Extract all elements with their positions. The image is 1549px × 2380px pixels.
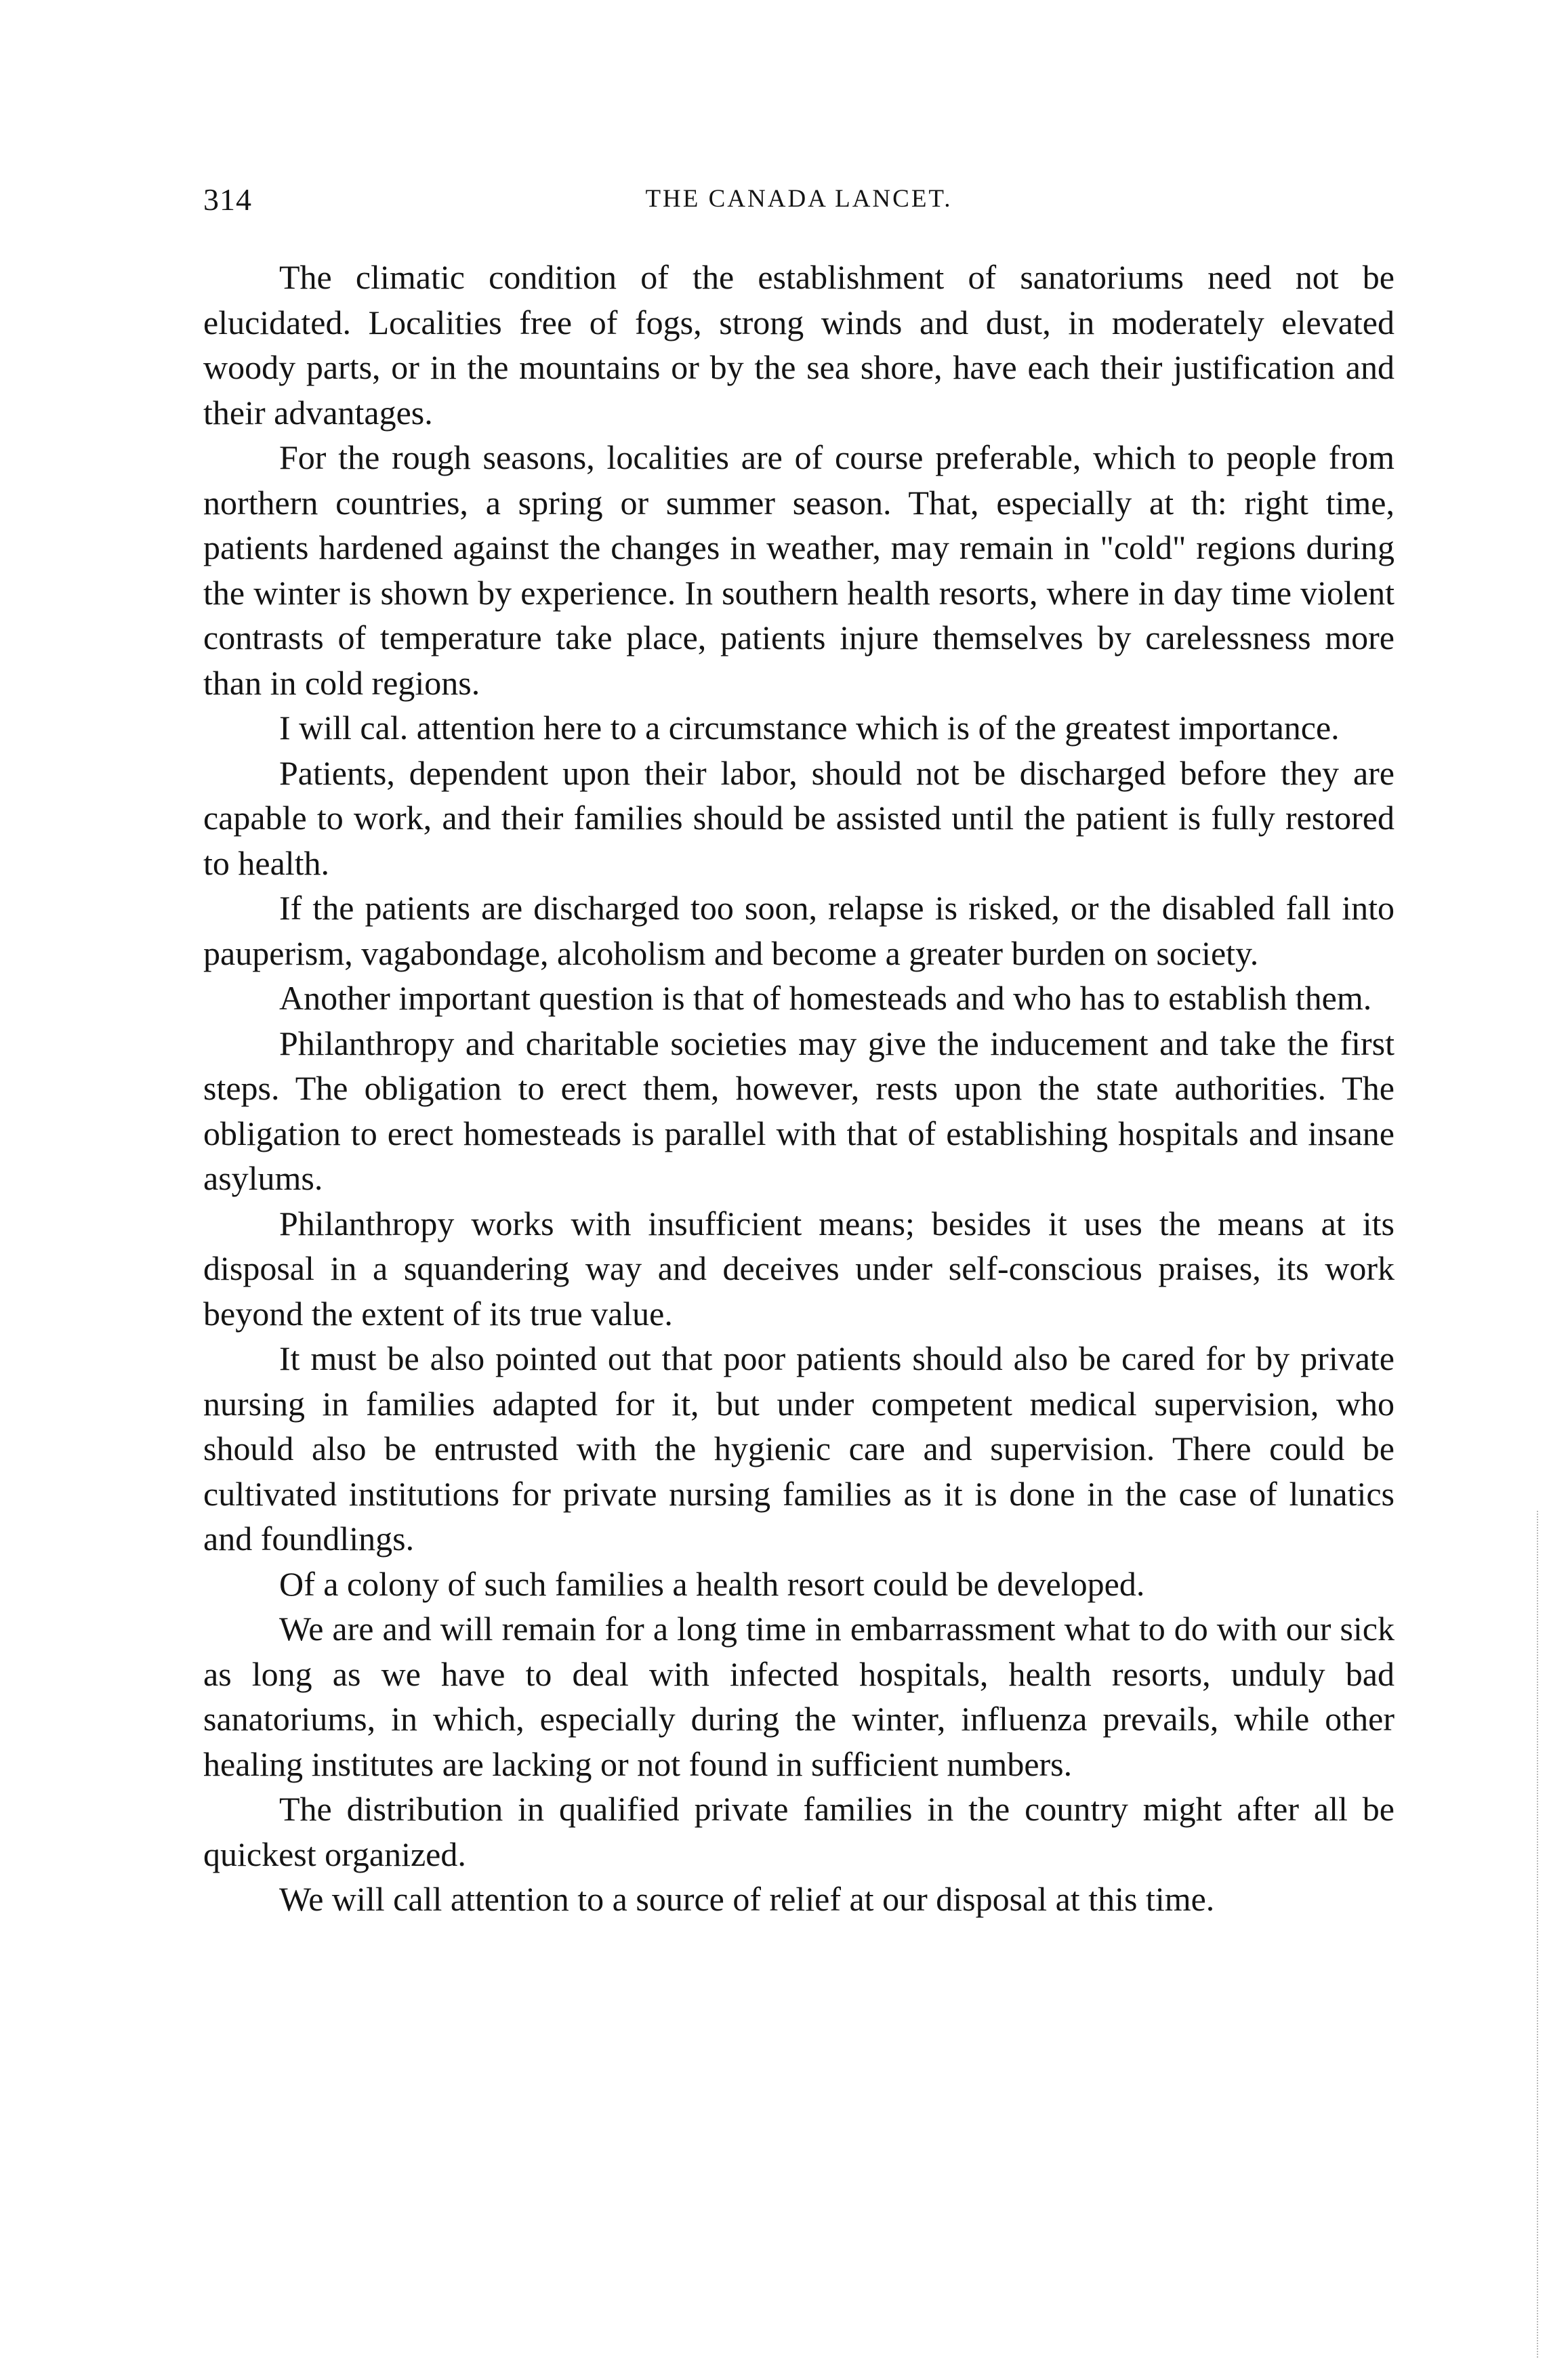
paragraph-climatic-condition: The climatic condition of the establishment of sanatoriums need not be elucidated. Localities free of fogs, strong winds and dust, in moderately elevated woody parts, or in the mountains or by the sea shore, have each their justification and their advantages. [203, 258, 1395, 432]
paragraph-embarrassment: We are and will remain for a long time in embarrassment what to do with our sick as long as we have to deal with infected hospitals, health resorts, unduly bad sanatoriums, in which, especially during the winter, influenza prevails, while other healing institutes are lacking or not found in sufficient numbers. [203, 1610, 1395, 1783]
paragraph-discharged-too-soon: If the patients are discharged too soon, relapse is risked, or the disabled fall into pauperism, vagabondage, alcoholism and become a greater burden on society. [203, 889, 1395, 972]
paragraph-colony: Of a colony of such families a health resort could be developed. [279, 1564, 1145, 1603]
page-number: 314 [203, 182, 252, 217]
paragraph-private-nursing: It must be also pointed out that poor patients should also be cared for by private nursing in families adapted for it, but under competent medical supervision, who should also be entrusted with the hygienic care and supervision. There could be cultivated institutions for private nursing families as it is done in the case of lunatics and foundlings. [203, 1339, 1395, 1558]
paragraph-patients-labor: Patients, dependent upon their labor, should not be discharged before they are capable to work, and their families should be assisted until the patient is fully restored to health. [203, 753, 1395, 882]
page-edge-mark [1537, 1511, 1540, 2358]
paragraph-homesteads-question: Another important question is that of homesteads and who has to establish them. [279, 979, 1372, 1017]
journal-title: THE CANADA LANCET. [645, 185, 953, 213]
paragraph-philanthropy-societies: Philanthropy and charitable societies may give the inducement and take the first steps. The obligation to erect them, however, rests upon the state authorities. The obligation to erect homesteads is parallel with that of establishing hospitals and insane asylums. [203, 1024, 1395, 1197]
paragraph-source-of-relief: We will call attention to a source of relief at our disposal at this time. [279, 1880, 1215, 1918]
paragraph-circumstance: I will cal. attention here to a circumstance which is of the greatest importance. [279, 709, 1340, 747]
paragraph-distribution: The distribution in qualified private families in the country might after all be quickest organized. [203, 1790, 1395, 1873]
article-body [203, 255, 1395, 1922]
running-head [203, 182, 1395, 222]
paragraph-rough-seasons: For the rough seasons, localities are of course preferable, which to people from northern countries, a spring or summer season. That, especially at th: right time, patients hardened against the changes in weather, may remain in "cold" regions during the winter is shown by experience. In southern health resorts, where in day time violent contrasts of temperature take place, patients injure themselves by carelessness more than in cold regions. [203, 438, 1395, 702]
paragraph-philanthropy-means: Philanthropy works with insufficient means; besides it uses the means at its disposal in a squandering way and deceives under self-conscious praises, its work beyond the extent of its true value. [203, 1204, 1395, 1333]
